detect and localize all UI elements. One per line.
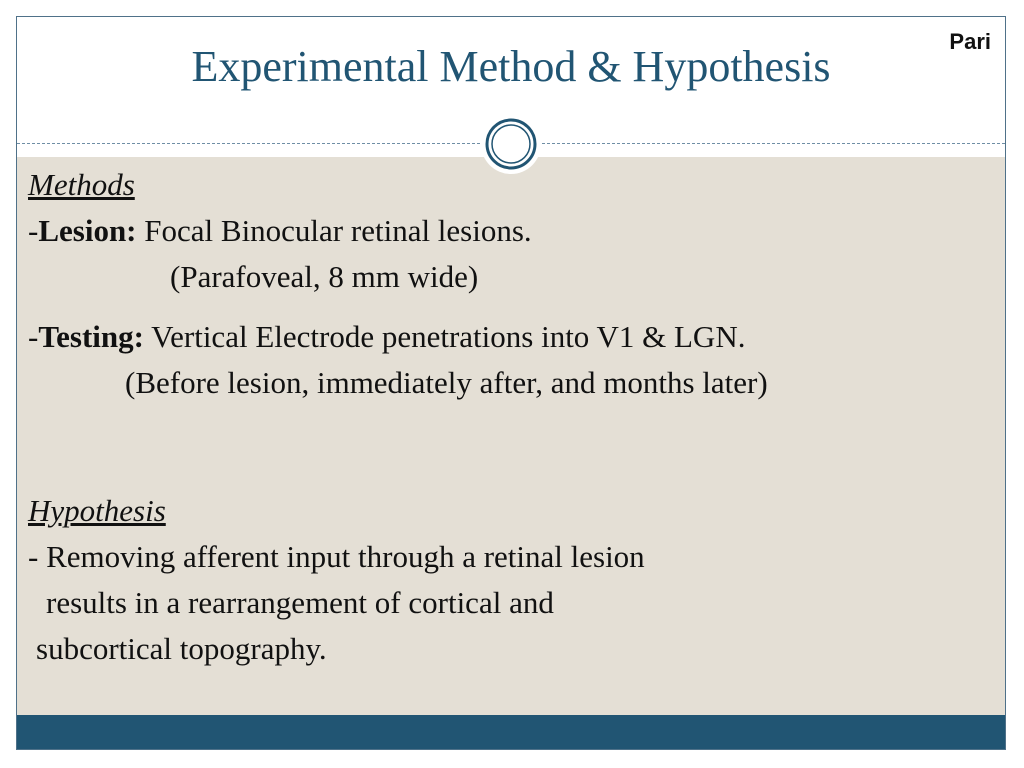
hypothesis-line-2: results in a rearrangement of cortical and: [46, 585, 554, 620]
methods-heading: Methods: [28, 167, 135, 202]
lesion-text: Focal Binocular retinal lesions.: [136, 213, 532, 248]
testing-text: Vertical Electrode penetrations into V1 & LGN.: [143, 319, 746, 354]
testing-line: [28, 314, 978, 360]
author-label: Pari: [949, 29, 991, 54]
slide-title: Experimental Method & Hypothesis: [191, 42, 831, 91]
lesion-detail: (Parafoveal, 8 mm wide): [170, 259, 479, 294]
hypothesis-line-3: subcortical topography.: [36, 631, 327, 666]
slide-body: [28, 162, 978, 672]
lesion-label: Lesion:: [38, 213, 137, 248]
footer-bar: [17, 715, 1005, 749]
spacer: [28, 300, 978, 314]
lesion-prefix: -: [28, 213, 39, 248]
testing-detail: (Before lesion, immediately after, and months later): [125, 365, 768, 400]
testing-label: Testing:: [38, 319, 144, 354]
lesion-line: [28, 208, 978, 254]
hypothesis-line-1: - Removing afferent input through a retinal lesion: [28, 539, 645, 574]
testing-prefix: -: [28, 319, 39, 354]
hypothesis-heading: Hypothesis: [28, 493, 166, 528]
spacer: [28, 406, 978, 488]
